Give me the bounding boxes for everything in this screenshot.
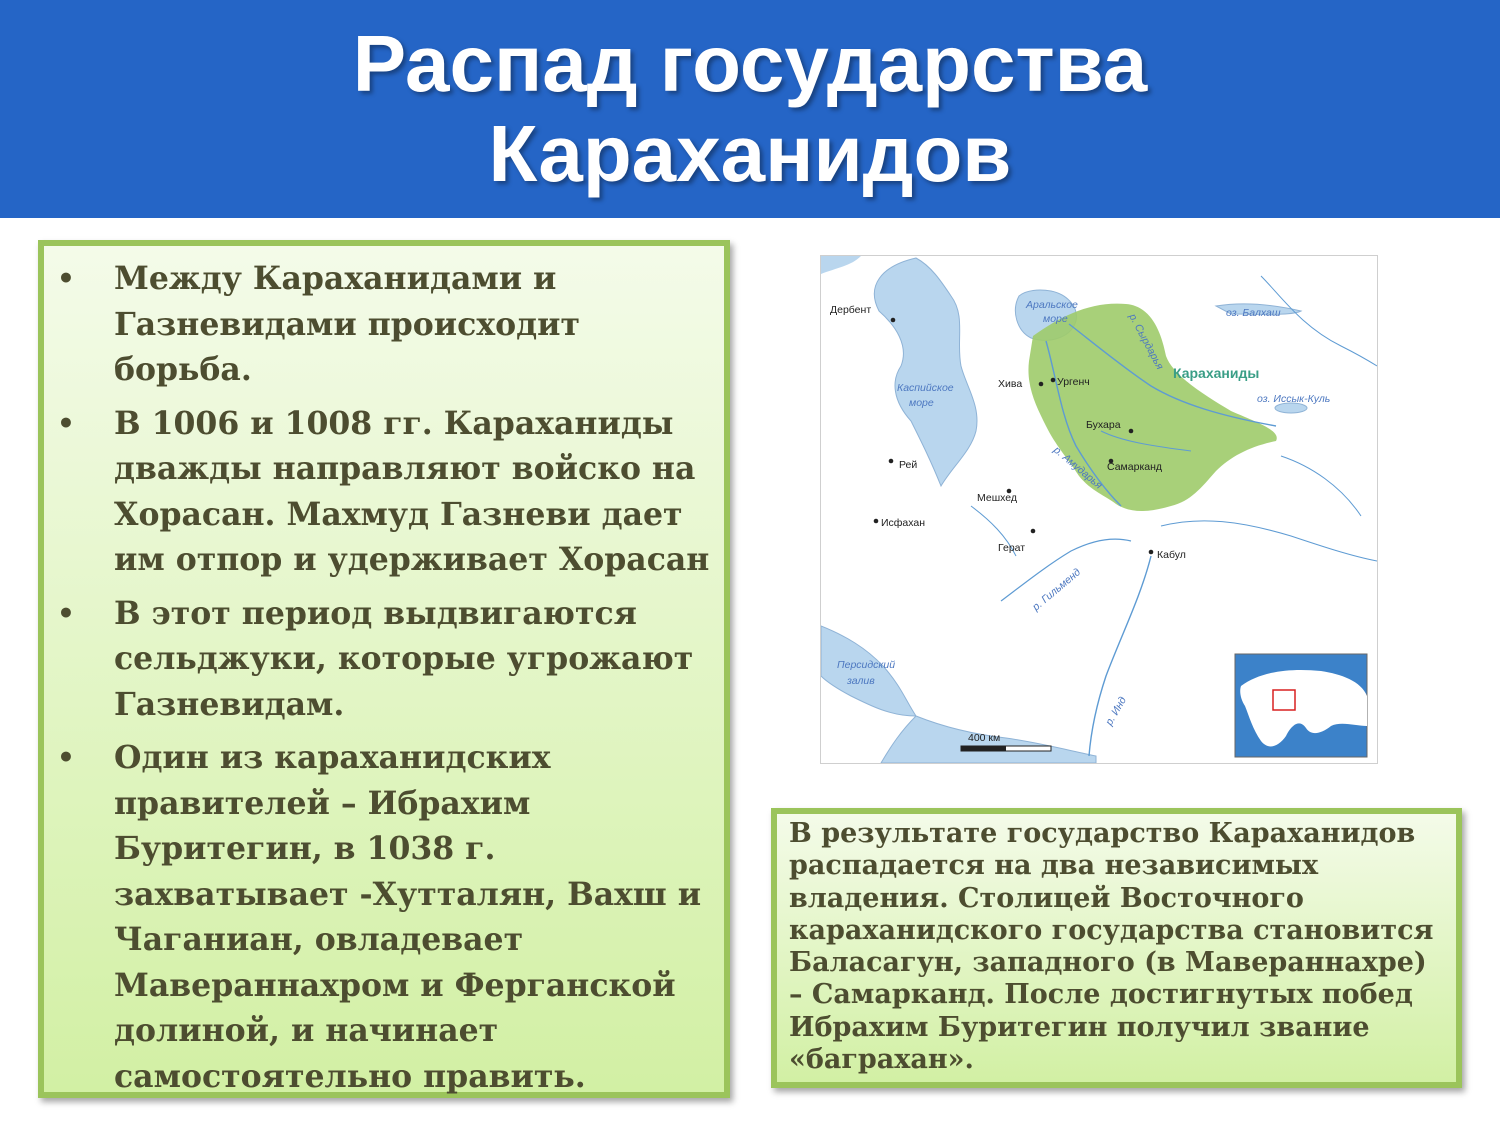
bullet-item xyxy=(44,256,710,393)
page-title-line-1: Распад государства xyxy=(352,19,1148,108)
city-dot-khiva xyxy=(1039,382,1044,387)
bullet-text: В 1006 и 1008 гг. Караханиды дважды направляют войско на Хорасан. Махмуд Газневи дает им отпор и удерживает Хорасан xyxy=(114,404,710,578)
city-label-urgench: Ургенч xyxy=(1057,376,1090,388)
city-label-bukhara: Бухара xyxy=(1086,419,1121,431)
persian-gulf-label-1: Персидский xyxy=(837,659,896,671)
title-banner xyxy=(0,0,1500,218)
map-canvas xyxy=(821,256,1377,763)
caspian-sea xyxy=(874,258,977,486)
city-dot-rey xyxy=(889,459,894,464)
syrdarya-label: р. Сырдарья xyxy=(1126,311,1166,372)
bullet-text: Между Караханидами и Газневидами происходит борьба. xyxy=(114,260,581,388)
result-text-box xyxy=(771,808,1462,1088)
persian-gulf xyxy=(821,626,916,716)
river-extra-2 xyxy=(1261,276,1377,366)
city-label-kabul: Кабул xyxy=(1157,549,1186,561)
karakhanid-label: Караханиды xyxy=(1173,365,1260,381)
bullet-marker: • xyxy=(57,406,75,440)
gilmend-label: р. Гильменд xyxy=(1030,566,1083,614)
city-dot-derbent xyxy=(891,318,896,323)
city-dot-isfahan xyxy=(874,519,879,524)
lake-issyk-kul-label: оз. Иссык-Куль xyxy=(1257,393,1331,405)
caspian-sea-label-2: море xyxy=(909,397,934,409)
bullet-marker: • xyxy=(57,596,75,630)
ind-label: р. Инд xyxy=(1103,694,1129,728)
city-label-meshhed: Мешхед xyxy=(977,492,1017,504)
result-text: В результате государство Караханидов распадается на два независимых владения. Столицей Восточного караханидского государства становится Баласагун, западного (в Мавераннахре) – Самарканд. После достигнутых побед Ибрахим Буритегин получил звание «баграхан». xyxy=(789,818,1434,1076)
bullet-text: Один из караханидских правителей – Ибрахим Буритегин, в 1038 г. захватывает -Хутталян, Вахш и Чаганиан, овладевает Мавераннахром и Ферганской долиной, и начинает самостоятельно править. xyxy=(114,739,702,1095)
amudarya-label: р. Амударья xyxy=(1051,444,1105,492)
bullet-points-box xyxy=(38,240,730,1098)
city-label-derbent: Дербент xyxy=(830,304,872,316)
bullet-item xyxy=(44,735,710,1099)
scale-label: 400 км xyxy=(968,732,1001,744)
city-label-rey: Рей xyxy=(899,459,918,471)
scale-bar-fill xyxy=(961,746,1006,751)
city-label-isfahan: Исфахан xyxy=(881,517,926,529)
river-ind xyxy=(1089,556,1151,756)
city-dot-bukhara xyxy=(1129,429,1134,434)
karakhanid-map xyxy=(820,255,1378,764)
city-label-khiva: Хива xyxy=(998,378,1023,390)
city-dot-urgench xyxy=(1051,378,1056,383)
city-label-herat: Герат xyxy=(998,542,1026,554)
aral-sea-label-2: море xyxy=(1043,313,1068,325)
lake-balkhash-label: оз. Балхаш xyxy=(1226,307,1281,319)
city-label-samarkand: Самарканд xyxy=(1107,461,1163,473)
bullet-list xyxy=(44,246,724,1099)
city-dot-kabul xyxy=(1149,550,1154,555)
karakhanid-region xyxy=(1028,304,1276,511)
aral-sea-label-1: Аральское xyxy=(1026,299,1078,311)
bullet-text: В этот период выдвигаются сельджуки, которые угрожают Газневидам. xyxy=(114,594,694,723)
persian-gulf-label-2: залив xyxy=(847,675,875,687)
bullet-item xyxy=(44,591,710,728)
city-dot-herat xyxy=(1031,529,1036,534)
caspian-sea-label-1: Каспийское xyxy=(897,382,954,394)
page-title-line-2: Караханидов xyxy=(488,109,1012,198)
bullet-item xyxy=(44,401,710,583)
river-extra-3 xyxy=(1281,456,1361,516)
globe-inset xyxy=(1235,654,1367,757)
bullet-marker: • xyxy=(57,741,75,774)
bullet-marker: • xyxy=(57,262,75,295)
river-extra-1 xyxy=(1161,521,1377,561)
black-sea-edge xyxy=(821,256,861,274)
